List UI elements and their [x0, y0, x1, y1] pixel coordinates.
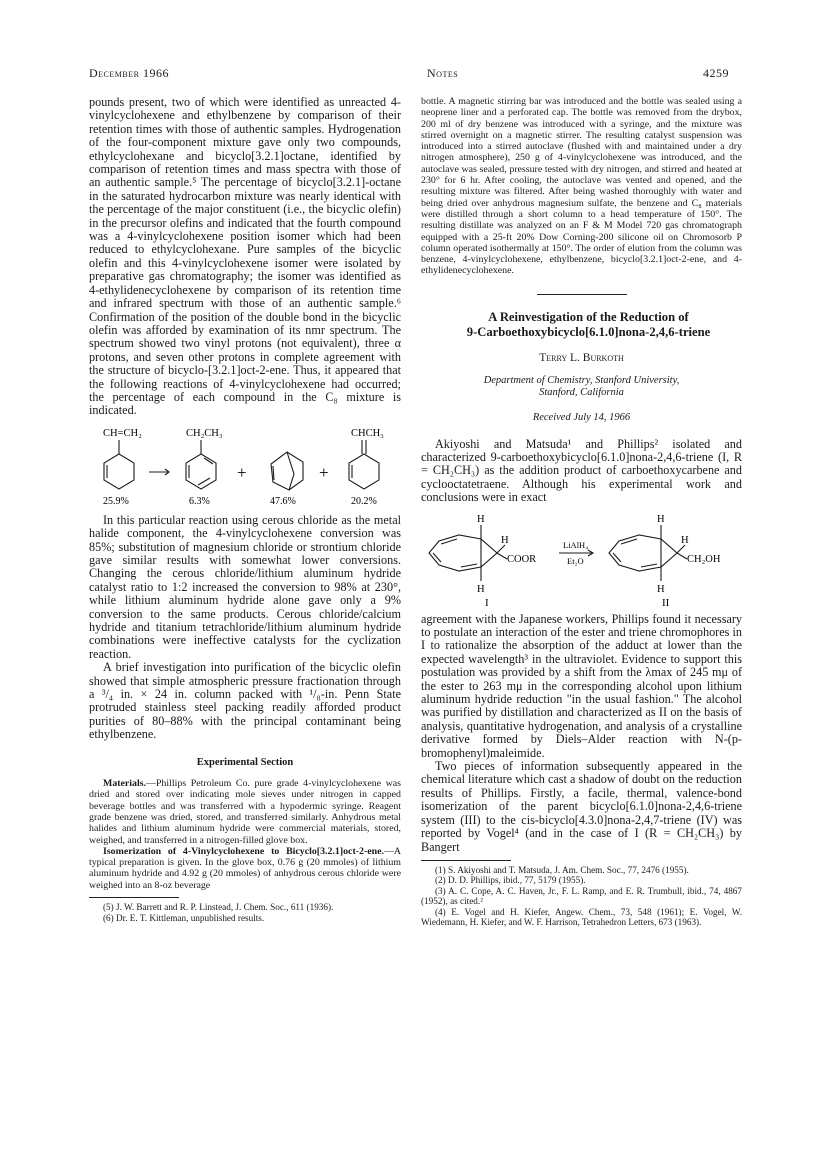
percentage-label: 25.9%	[103, 495, 129, 506]
article-title: A Reinvestigation of the Reduction of	[488, 309, 689, 324]
percentage-label: 47.6%	[270, 495, 296, 506]
affiliation: Stanford, California	[539, 387, 624, 399]
footnote: (2) D. D. Phillips, ibid., 77, 5179 (1955).	[435, 875, 586, 886]
plus-sign: +	[319, 462, 329, 482]
alcohol-group: CH₂OH	[687, 553, 721, 565]
running-header-section: Notes	[427, 66, 459, 80]
compound-label: I	[485, 596, 489, 609]
footnote: (6) Dr. E. T. Kittleman, unpublished results.	[103, 912, 265, 923]
footnote-divider	[89, 897, 179, 898]
paragraph: Two pieces of information subsequently appeared in the chemical literature which cast a shadow of doubt on the reduction results of Phillips. Firstly, a facile, thermal, valence-bond isomerization of the parent bicyclo[6.1.0]nona-2,4,6-triene system (III) to the cis-bicyclo[4.3.0]nona-2,4,7-triene (IV) was reported by Vogel⁴ (and in the case of I (R = CH₂CH₃) by Bangert	[421, 759, 742, 854]
author: Terry L. Burkoth	[539, 351, 624, 364]
running-header-date: December 1966	[89, 66, 169, 80]
percentage-label: 20.2%	[351, 495, 377, 506]
hydrogen-label: H	[477, 583, 485, 595]
paragraph: agreement with the Japanese workers, Phillips found it necessary to postulate an interaction of the ester and triene chromophores in I to rationalize the absorption of the adduct at lower than the expected wavelength³ in the ultraviolet. Evidence to support this postulation was provided by a shift from the λmax of 245 mμ of the ester to 263 mμ in the corresponding alcohol upon lithium aluminum hydride reduction "in the usual fashion." The alcohol was purified by distillation and characterized as II on the basis of analysis, quantitative hydrogenation, and analysis of a crystalline derivative formed by Diels–Alder reaction with N-(p-bromophenyl)maleimide.	[421, 611, 742, 760]
paragraph: In this particular reaction using cerous chloride as the metal halide component, the 4-vinylcyclohexene conversion was 85%; substitution of magnesium chloride or strontium chloride gave similar results with somewhat lower conversions. Changing the cerous chloride/lithium aluminum hydride catalyst ratio to 1:2 increased the conversion to 98% at 230°, while lithium aluminum hydride alone gave only a 9% conversion to the same products. Cerous chloride/calcium hydride and titanium tetrachloride/lithium aluminum hydride combinations were ineffective catalysts for the cyclization reaction.	[89, 512, 401, 661]
article-title: 9-Carboethoxybicyclo[6.1.0]nona-2,4,6-triene	[466, 324, 711, 339]
page-number: 4259	[703, 66, 729, 80]
paragraph: A brief investigation into purification of the bicyclic olefin showed that simple atmospheric pressure fractionation through a ³/₄ in. × 24 in. column packed with ¹/₈-in. Penn State protruded stainless steel packing readily afforded product purities of 80–88% with the principal contaminant being ethylbenzene.	[89, 660, 401, 742]
paragraph-text: —A typical preparation is given. In the glove box, 0.76 g (20 mmoles) of lithium aluminum hydride and 4.92 g (20 mmoles) of anhydrous cerous chloride were weighed into an 8-oz beverage	[89, 845, 401, 891]
hydrogen-label: H	[657, 583, 665, 595]
compound-label: II	[662, 596, 670, 609]
reaction-scheme-reduction	[421, 509, 742, 609]
footnote: (3) A. C. Cope, A. C. Haven, Jr., F. L. Ramp, and E. R. Trumbull, ibid., 74, 4867 (1952), as cited.²	[421, 885, 742, 907]
substituent-ethylidene: CHCH₃	[351, 427, 384, 439]
footnote: (1) S. Akiyoshi and T. Matsuda, J. Am. Chem. Soc., 77, 2476 (1955).	[435, 864, 689, 875]
hydrogen-label: H	[657, 513, 665, 525]
plus-sign: +	[237, 462, 247, 482]
solvent-label: Et₂O	[567, 555, 584, 566]
paragraph-materials	[89, 778, 401, 846]
article-divider	[537, 294, 627, 295]
ester-group: COOR	[507, 553, 537, 565]
run-in-heading: Materials.	[103, 778, 147, 790]
right-column	[421, 96, 742, 928]
substituent-vinyl: CH=CH₂	[103, 427, 142, 439]
run-in-heading: Isomerization of 4-Vinylcyclohexene to Bicyclo[3.2.1]oct-2-ene.	[103, 845, 384, 857]
hydrogen-label: H	[681, 534, 689, 546]
hydrogen-label: H	[477, 513, 485, 525]
paragraph-text: —Phillips Petroleum Co. pure grade 4-vinylcyclohexene was dried and stored over indicating mole sieves under nitrogen in capped beverage bottles and was transferred with a hypodermic syringe. Reagent grade benzene was dried, stored, and transferred similarly. Anhydrous metal halides and lithium aluminum hydride were commercial materials, stored, weighed, and transferred in a nitrogen-filled glove box.	[89, 778, 401, 846]
footnote: (4) E. Vogel and H. Kiefer, Angew. Chem., 73, 548 (1961); E. Vogel, W. Wiedemann, H. Kiefer, and W. F. Harrison, Tetrahedron Letters, 673 (1963).	[421, 906, 742, 928]
section-heading: Experimental Section	[196, 756, 294, 768]
footnote-divider	[421, 860, 511, 861]
reaction-scheme-isomerization	[89, 422, 401, 506]
left-column	[89, 96, 401, 923]
received-date: Received July 14, 1966	[532, 412, 631, 424]
reagent-label: LiAlH₄	[563, 539, 589, 550]
paragraph: bottle. A magnetic stirring bar was introduced and the bottle was sealed using a neoprene liner and a perforated cap. The bottle was removed from the drybox, 200 ml of dry benzene was introduced with a syringe, and the mixture was stirred overnight on a magnetic stirrer. The resulting catalyst suspension was introduced into a stirred autoclave (flushed with and maintained under a dry nitrogen atmosphere), 250 g of 4-vinylcyclohexene was introduced, and the autoclave was sealed, pressure tested with dry nitrogen, and stirred and heated at 230° for 6 hr. After cooling, the autoclave was vented and opened, and the resulting mixture was filtered. After being washed thoroughly with water and being dried over anhydrous magnesium sulfate, the benzene and C₈ materials were distilled through a short column to a head temperature of 150°. The resulting distillate was analyzed on an F & M Model 720 gas chromatograph equipped with a 25-ft 20% Dow Corning-200 silicone oil on Chromosorb P column operated isothermally at 150°. The order of elution from the column was benzene, 4-vinylcyclohexene, ethylbenzene, bicyclo[3.2.1]oct-2-ene, and 4-ethylidenecyclohexene.	[421, 96, 742, 277]
hydrogen-label: H	[501, 534, 509, 546]
affiliation: Department of Chemistry, Stanford University,	[483, 375, 680, 387]
substituent-ethyl: CH₂CH₃	[186, 427, 223, 439]
paragraph: pounds present, two of which were identified as unreacted 4-vinylcyclohexene and ethylbenzene by comparison of their retention times with those of authentic samples. Hydrogenation of the four-component mixture gave only two compounds, ethylcyclohexane and bicyclo[3.2.1]octane, identified by comparison of retention times and mass spectra with those of an authentic sample.⁵ The percentage of bicyclo[3.2.1]-octane in the saturated hydrocarbon mixture was nearly identical with the percentage of the major constituent (i.e., the bicyclic olefin) in the precursor olefins and indicated that the fourth compound was a 4-vinylcyclohexene position isomer which had been reduced to ethylcyclohexane. Pure samples of the bicyclic olefin and this 4-vinylcyclohexene isomer were isolated by preparative gas chromatography; the isomer was identified as 4-ethylidenecyclohexene by comparison of its retention time and infrared spectrum with those of an authentic sample.⁶ Confirmation of the position of the double bond in the bicyclic olefin was afforded by examination of its nmr spectrum. The spectrum showed two vinyl protons (not equivalent), three α protons, and seven other protons in complete agreement with the structure of bicyclo-[3.2.1]oct-2-ene. Thus, it appeared that the following reactions of 4-vinylcyclohexene had occurred; the percentage of each compound in the C₈ mixture is indicated.	[89, 95, 401, 418]
paragraph-isomerization	[89, 846, 401, 891]
paragraph: Akiyoshi and Matsuda¹ and Phillips² isolated and characterized 9-carboethoxybicyclo[6.1.0]nona-2,4,6-triene (I, R = CH₂CH₃) as the addition product of carboethoxycarbene and cyclooctatetraene. Although his experimental work and conclusions were in exact	[421, 436, 742, 505]
footnote: (5) J. W. Barrett and R. P. Linstead, J. Chem. Soc., 611 (1936).	[103, 902, 334, 913]
percentage-label: 6.3%	[189, 495, 210, 506]
